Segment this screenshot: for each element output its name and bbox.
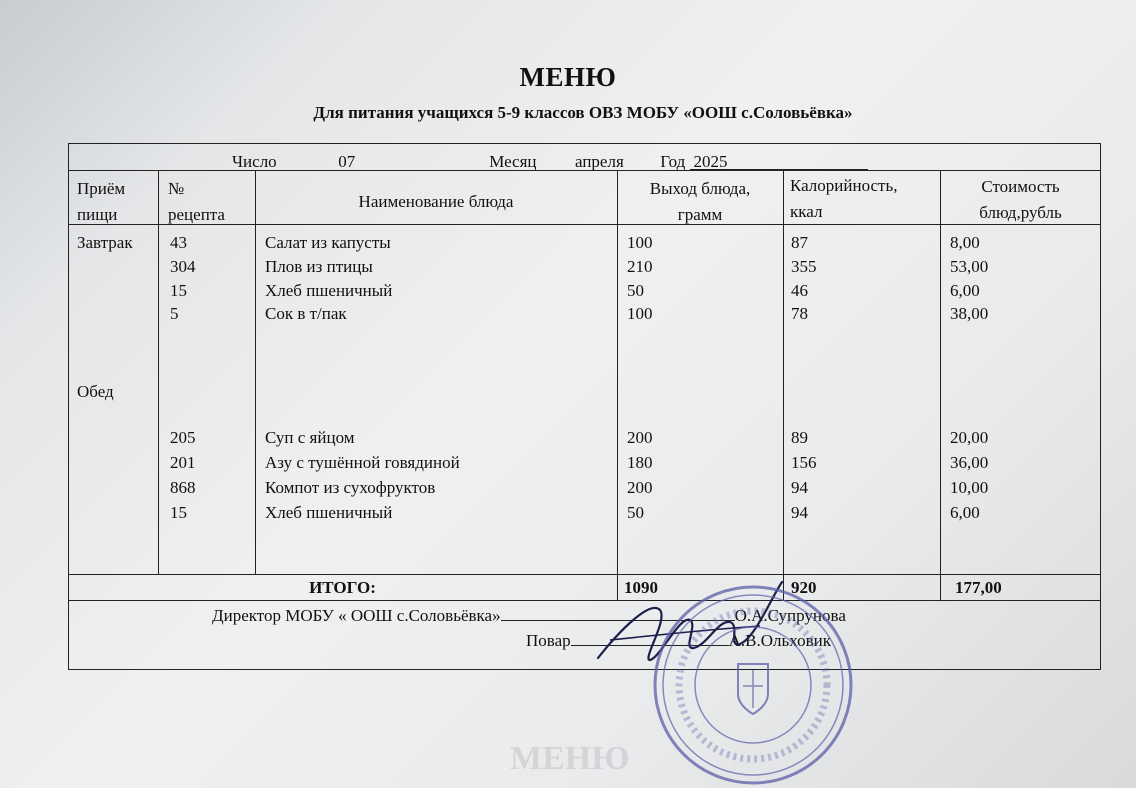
table-cell-recipe: 205 xyxy=(170,428,196,447)
table-cell-recipe: 43 xyxy=(170,233,187,252)
month-value: апреля xyxy=(575,152,624,171)
table-cell-dish: Азу с тушённой говядиной xyxy=(265,453,460,472)
col-line-1 xyxy=(158,170,159,574)
header-cost-1: Стоимость xyxy=(981,177,1060,196)
table-cell-dish: Хлеб пшеничный xyxy=(265,281,393,300)
school-stamp-seal xyxy=(650,582,856,788)
table-cell-dish: Салат из капусты xyxy=(265,233,391,252)
table-cell-dish: Сок в т/пак xyxy=(265,304,347,323)
table-cell-kcal: 156 xyxy=(791,453,817,472)
table-cell-yield: 50 xyxy=(627,503,644,522)
cook-name: А.В.Ольховик xyxy=(728,631,831,650)
table-cell-cost: 6,00 xyxy=(950,281,980,300)
table-cell-yield: 50 xyxy=(627,281,644,300)
table-cell-yield: 100 xyxy=(627,304,653,323)
col-line-3 xyxy=(617,170,618,600)
table-cell-dish: Плов из птицы xyxy=(265,257,373,276)
month-label: Месяц xyxy=(489,152,537,171)
table-cell-kcal: 94 xyxy=(791,503,808,522)
table-cell-kcal: 355 xyxy=(791,257,817,276)
table-cell-cost: 20,00 xyxy=(950,428,989,447)
table-cell-recipe: 868 xyxy=(170,478,196,497)
meal-label-lunch: Обед xyxy=(77,382,114,401)
table-cell-kcal: 46 xyxy=(791,281,808,300)
table-cell-dish: Компот из сухофруктов xyxy=(265,478,436,497)
director-name: О.А.Супрунова xyxy=(734,606,846,625)
header-calories-1: Калорийность, xyxy=(790,176,898,195)
table-cell-kcal: 89 xyxy=(791,428,808,447)
table-cell-cost: 36,00 xyxy=(950,453,989,472)
table-cell-recipe: 15 xyxy=(170,281,187,300)
table-cell-yield: 200 xyxy=(627,428,653,447)
table-cell-recipe: 5 xyxy=(170,304,179,323)
header-yield-2: грамм xyxy=(677,205,723,224)
header-meal-2: пищи xyxy=(77,205,118,224)
table-cell-yield: 210 xyxy=(627,257,653,276)
total-bottom-line xyxy=(68,600,1101,601)
col-line-4 xyxy=(783,170,784,600)
table-cell-kcal: 94 xyxy=(791,478,808,497)
header-yield-1: Выход блюда, xyxy=(649,179,751,198)
menu-title: МЕНЮ xyxy=(519,62,617,92)
header-bottom-line xyxy=(68,224,1101,225)
table-cell-yield: 180 xyxy=(627,453,653,472)
table-cell-dish: Хлеб пшеничный xyxy=(265,503,393,522)
year-label: Год xyxy=(660,152,686,171)
table-cell-cost: 53,00 xyxy=(950,257,989,276)
total-kcal: 920 xyxy=(791,578,817,597)
header-recipe-2: рецепта xyxy=(168,205,225,224)
table-cell-cost: 10,00 xyxy=(950,478,989,497)
table-cell-recipe: 201 xyxy=(170,453,196,472)
header-cost-2: блюд,рубль xyxy=(979,203,1062,222)
total-label: ИТОГО: xyxy=(309,578,376,597)
meal-label-breakfast: Завтрак xyxy=(77,233,133,252)
header-dish: Наименование блюда xyxy=(358,192,514,211)
day-value: 07 xyxy=(277,153,417,171)
table-cell-dish: Суп с яйцом xyxy=(265,428,355,447)
table-cell-yield: 100 xyxy=(627,233,653,252)
director-label: Директор МОБУ « ООШ с.Соловьёвка» xyxy=(212,606,501,625)
header-calories-2: ккал xyxy=(790,202,823,221)
table-cell-recipe: 304 xyxy=(170,257,196,276)
cook-label: Повар xyxy=(526,631,571,650)
table-cell-cost: 6,00 xyxy=(950,503,980,522)
table-cell-kcal: 78 xyxy=(791,304,808,323)
table-cell-recipe: 15 xyxy=(170,503,187,522)
menu-subtitle: Для питания учащихся 5-9 классов ОВЗ МОБУ «ООШ с.Соловьёвка» xyxy=(313,103,853,122)
col-line-2 xyxy=(255,170,256,574)
col-line-5 xyxy=(940,170,941,600)
date-line xyxy=(232,152,868,172)
table-cell-kcal: 87 xyxy=(791,233,808,252)
bleed-through-text: МЕНЮ xyxy=(510,740,630,777)
header-recipe-1: № xyxy=(168,179,185,198)
day-label: Число xyxy=(232,152,277,171)
table-cell-cost: 38,00 xyxy=(950,304,989,323)
total-cost: 177,00 xyxy=(955,578,1002,597)
total-top-line xyxy=(68,574,1101,575)
table-cell-cost: 8,00 xyxy=(950,233,980,252)
total-yield: 1090 xyxy=(624,578,658,597)
table-cell-yield: 200 xyxy=(627,478,653,497)
header-meal-1: Приём xyxy=(77,179,126,198)
year-value: 2025 xyxy=(690,153,868,170)
